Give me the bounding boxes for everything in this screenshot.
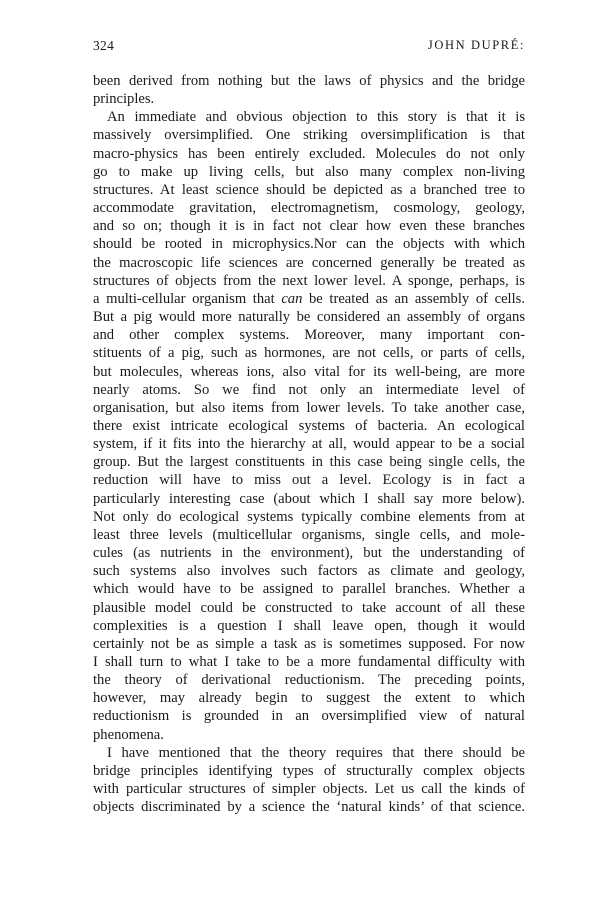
text-line: objects discriminated by a science the ‘natural kinds’ of that science. <box>93 799 525 816</box>
text-line: I shall turn to what I take to be a more fundamental difficulty with <box>93 654 525 670</box>
body-text <box>93 72 525 816</box>
running-head: JOHN DUPRÉ: <box>427 38 525 52</box>
text-line: reduction will have to miss out a level. Ecology is in fact a <box>93 472 525 489</box>
text-line: organisation, but also items from lower levels. To take another case, <box>93 399 525 416</box>
text-line: stituents of a pig, such as hormones, are not cells, or parts of cells, <box>93 345 525 362</box>
paragraph-2 <box>93 108 525 743</box>
text-line: which would have to be assigned to parallel branches. Whether a <box>93 581 525 598</box>
text-line: But a pig would more naturally be considered an assembly of organs <box>93 309 525 326</box>
text-line-with-italic <box>93 290 525 308</box>
text-line: structures of objects from the next lower level. A sponge, perhaps, is <box>93 272 525 289</box>
text-line: the macroscopic life sciences are concerned generally be treated as <box>93 254 525 271</box>
text-line: plausible model could be constructed to take account of all these <box>93 599 525 616</box>
text-line: particularly interesting case (about which I shall say more below). <box>93 490 525 507</box>
text-line: least three levels (multicellular organisms, single cells, and mole- <box>93 526 525 543</box>
text-line: I have mentioned that the theory requires that there should be <box>107 744 525 761</box>
text-line: with particular structures of simpler objects. Let us call the kinds of <box>93 781 525 798</box>
text-line: Not only do ecological systems typically combine elements from at <box>93 508 525 525</box>
text-line: An immediate and obvious objection to this story is that it is <box>107 109 525 126</box>
text-line: certainly not be as simple a task as is sometimes supposed. For now <box>93 635 525 652</box>
text-line: however, may already begin to suggest the extent to which <box>93 690 525 707</box>
text-line: group. But the largest constituents in this case being single cells, the <box>93 454 525 471</box>
text-line: should be rooted in microphysics.Nor can the objects with which <box>93 236 525 253</box>
text-line: macro-physics has been entirely excluded. Molecules do not only <box>93 145 525 162</box>
text-line: massively oversimplified. One striking oversimplification is that <box>93 127 525 144</box>
text-line: system, if it fits into the hierarchy at all, would appear to be a social <box>93 436 525 453</box>
text-line: nearly atoms. So we find not only an intermediate level of <box>93 381 525 398</box>
page-header <box>93 38 525 60</box>
text-line: such systems also involves such factors as climate and geology, <box>93 563 525 580</box>
italic-word: can <box>281 290 303 307</box>
text-line: cules (as nutrients in the environment), but the understanding of <box>93 545 525 562</box>
text-line: been derived from nothing but the laws of physics and the bridge <box>93 73 525 89</box>
text-line: complexities is a question I shall leave open, though it would <box>93 617 525 634</box>
text-line: reductionism is grounded in an oversimplified view of natural <box>93 708 525 725</box>
paragraph-3 <box>93 744 525 817</box>
text-line: bridge principles identifying types of structurally complex objects <box>93 762 525 779</box>
text-line: go to make up living cells, but also many complex non-living <box>93 163 525 180</box>
paragraph-1 <box>93 72 525 108</box>
text-line: and other complex systems. Moreover, many important con- <box>93 327 525 344</box>
page-number: 324 <box>93 38 115 53</box>
text-segment: a multi-cellular organism that <box>93 290 282 307</box>
text-line: but molecules, whereas ions, also vital for its well-being, are more <box>93 363 525 380</box>
text-line: principles. <box>93 91 155 108</box>
text-line: the theory of derivational reductionism. The preceding points, <box>93 672 525 689</box>
text-line: there exist intricate ecological systems of bacteria. An ecological <box>93 417 525 434</box>
text-segment: be treated as an assembly of cells. <box>302 290 525 307</box>
text-line: structures. At least science should be depicted as a branched tree to <box>93 181 525 198</box>
text-line: and so on; though it is in fact not clear how even these branches <box>93 218 525 235</box>
text-line: phenomena. <box>93 726 164 743</box>
text-line: accommodate gravitation, electromagnetism, cosmology, geology, <box>93 200 525 217</box>
